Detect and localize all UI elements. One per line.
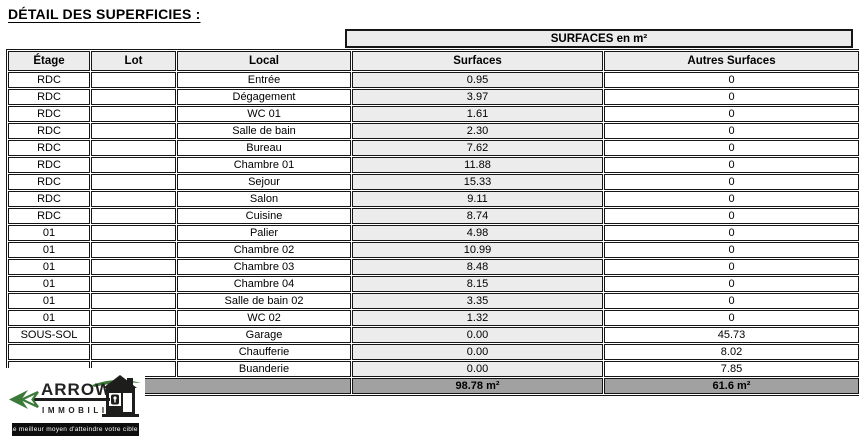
totals-autres-value: 61.6 m² (604, 378, 859, 394)
cell-lot (91, 72, 176, 88)
cell-surface: 0.00 (352, 361, 603, 377)
cell-lot (91, 106, 176, 122)
cell-lot (91, 344, 176, 360)
cell-etage: 01 (8, 242, 90, 258)
cell-lot (91, 327, 176, 343)
header-local: Local (177, 51, 351, 71)
cell-local: Buanderie (177, 361, 351, 377)
cell-lot (91, 191, 176, 207)
cell-surface: 0.00 (352, 327, 603, 343)
cell-local: Chaufferie (177, 344, 351, 360)
cell-surface: 8.48 (352, 259, 603, 275)
cell-autre-surface: 0 (604, 310, 859, 326)
header-lot: Lot (91, 51, 176, 71)
cell-autre-surface: 0 (604, 72, 859, 88)
cell-etage: 01 (8, 293, 90, 309)
cell-lot (91, 276, 176, 292)
table-row (8, 344, 859, 360)
cell-autre-surface: 0 (604, 242, 859, 258)
cell-local: Salle de bain 02 (177, 293, 351, 309)
cell-lot (91, 225, 176, 241)
cell-autre-surface: 0 (604, 259, 859, 275)
cell-autre-surface: 0 (604, 276, 859, 292)
table-row (8, 89, 859, 105)
cell-local: Palier (177, 225, 351, 241)
cell-local: Dégagement (177, 89, 351, 105)
table-row (8, 157, 859, 173)
cell-local: WC 01 (177, 106, 351, 122)
cell-etage: RDC (8, 191, 90, 207)
cell-etage: RDC (8, 157, 90, 173)
cell-autre-surface: 0 (604, 140, 859, 156)
cell-etage: RDC (8, 174, 90, 190)
cell-lot (91, 293, 176, 309)
cell-autre-surface: 0 (604, 191, 859, 207)
cell-autre-surface: 0 (604, 174, 859, 190)
svg-text:IMMOBILIER: IMMOBILIER (41, 406, 126, 415)
cell-autre-surface: 0 (604, 208, 859, 224)
cell-surface: 0.00 (352, 344, 603, 360)
cell-etage: RDC (8, 89, 90, 105)
cell-local: Chambre 01 (177, 157, 351, 173)
arrow-house-icon (8, 372, 142, 422)
cell-surface: 11.88 (352, 157, 603, 173)
totals-surfaces-value: 98.78 m² (352, 378, 603, 394)
cell-etage: RDC (8, 72, 90, 88)
cell-surface: 10.99 (352, 242, 603, 258)
table-row (8, 293, 859, 309)
table-row (8, 276, 859, 292)
cell-local: Bureau (177, 140, 351, 156)
cell-local: Salon (177, 191, 351, 207)
cell-local: Cuisine (177, 208, 351, 224)
surfaces-banner-label: SURFACES en m² (550, 32, 648, 45)
cell-autre-surface: 0 (604, 106, 859, 122)
table-row (8, 208, 859, 224)
cell-local: Salle de bain (177, 123, 351, 139)
header-etage: Étage (8, 51, 90, 71)
superficies-table (6, 49, 859, 396)
cell-etage: 01 (8, 310, 90, 326)
cell-surface: 0.95 (352, 72, 603, 88)
table-row (8, 310, 859, 326)
table-row (8, 242, 859, 258)
cell-etage: 01 (8, 259, 90, 275)
header-row (8, 51, 859, 71)
table-row (8, 225, 859, 241)
cell-local: Chambre 02 (177, 242, 351, 258)
cell-autre-surface: 0 (604, 123, 859, 139)
cell-etage: RDC (8, 123, 90, 139)
cell-surface: 1.32 (352, 310, 603, 326)
cell-surface: 15.33 (352, 174, 603, 190)
cell-lot (91, 310, 176, 326)
surfaces-banner (345, 29, 853, 48)
table-row (8, 140, 859, 156)
table-row (8, 72, 859, 88)
cell-local: WC 02 (177, 310, 351, 326)
cell-autre-surface: 0 (604, 157, 859, 173)
cell-autre-surface: 0 (604, 293, 859, 309)
cell-autre-surface: 0 (604, 89, 859, 105)
cell-etage: 01 (8, 225, 90, 241)
cell-surface: 8.15 (352, 276, 603, 292)
table-row (8, 106, 859, 122)
cell-surface: 2.30 (352, 123, 603, 139)
cell-surface: 8.74 (352, 208, 603, 224)
cell-surface: 3.97 (352, 89, 603, 105)
cell-surface: 3.35 (352, 293, 603, 309)
table-row (8, 191, 859, 207)
cell-local: Chambre 04 (177, 276, 351, 292)
page-title: DÉTAIL DES SUPERFICIES : (8, 6, 201, 22)
cell-lot (91, 174, 176, 190)
cell-autre-surface: 0 (604, 225, 859, 241)
cell-autre-surface: 45.73 (604, 327, 859, 343)
logo-tagline: Le meilleur moyen d'atteindre votre cible ! (12, 423, 139, 436)
cell-etage: 01 (8, 276, 90, 292)
cell-lot (91, 123, 176, 139)
table-row (8, 259, 859, 275)
cell-lot (91, 140, 176, 156)
header-surfaces: Surfaces (352, 51, 603, 71)
table-body (8, 72, 859, 377)
cell-autre-surface: 8.02 (604, 344, 859, 360)
cell-etage: RDC (8, 140, 90, 156)
cell-lot (91, 89, 176, 105)
cell-lot (91, 242, 176, 258)
cell-surface: 7.62 (352, 140, 603, 156)
cell-surface: 1.61 (352, 106, 603, 122)
cell-local: Entrée (177, 72, 351, 88)
cell-local: Garage (177, 327, 351, 343)
cell-autre-surface: 7.85 (604, 361, 859, 377)
cell-local: Chambre 03 (177, 259, 351, 275)
cell-lot (91, 259, 176, 275)
table-row (8, 174, 859, 190)
cell-lot (91, 157, 176, 173)
cell-surface: 9.11 (352, 191, 603, 207)
table-row (8, 327, 859, 343)
cell-etage: SOUS-SOL (8, 327, 90, 343)
header-autres-surfaces: Autres Surfaces (604, 51, 859, 71)
cell-lot (91, 208, 176, 224)
cell-etage: RDC (8, 106, 90, 122)
cell-etage: RDC (8, 208, 90, 224)
table-row (8, 123, 859, 139)
svg-text:ARROW: ARROW (40, 380, 112, 399)
arrow-immobilier-logo (4, 368, 145, 440)
cell-etage (8, 344, 90, 360)
cell-local: Sejour (177, 174, 351, 190)
cell-surface: 4.98 (352, 225, 603, 241)
